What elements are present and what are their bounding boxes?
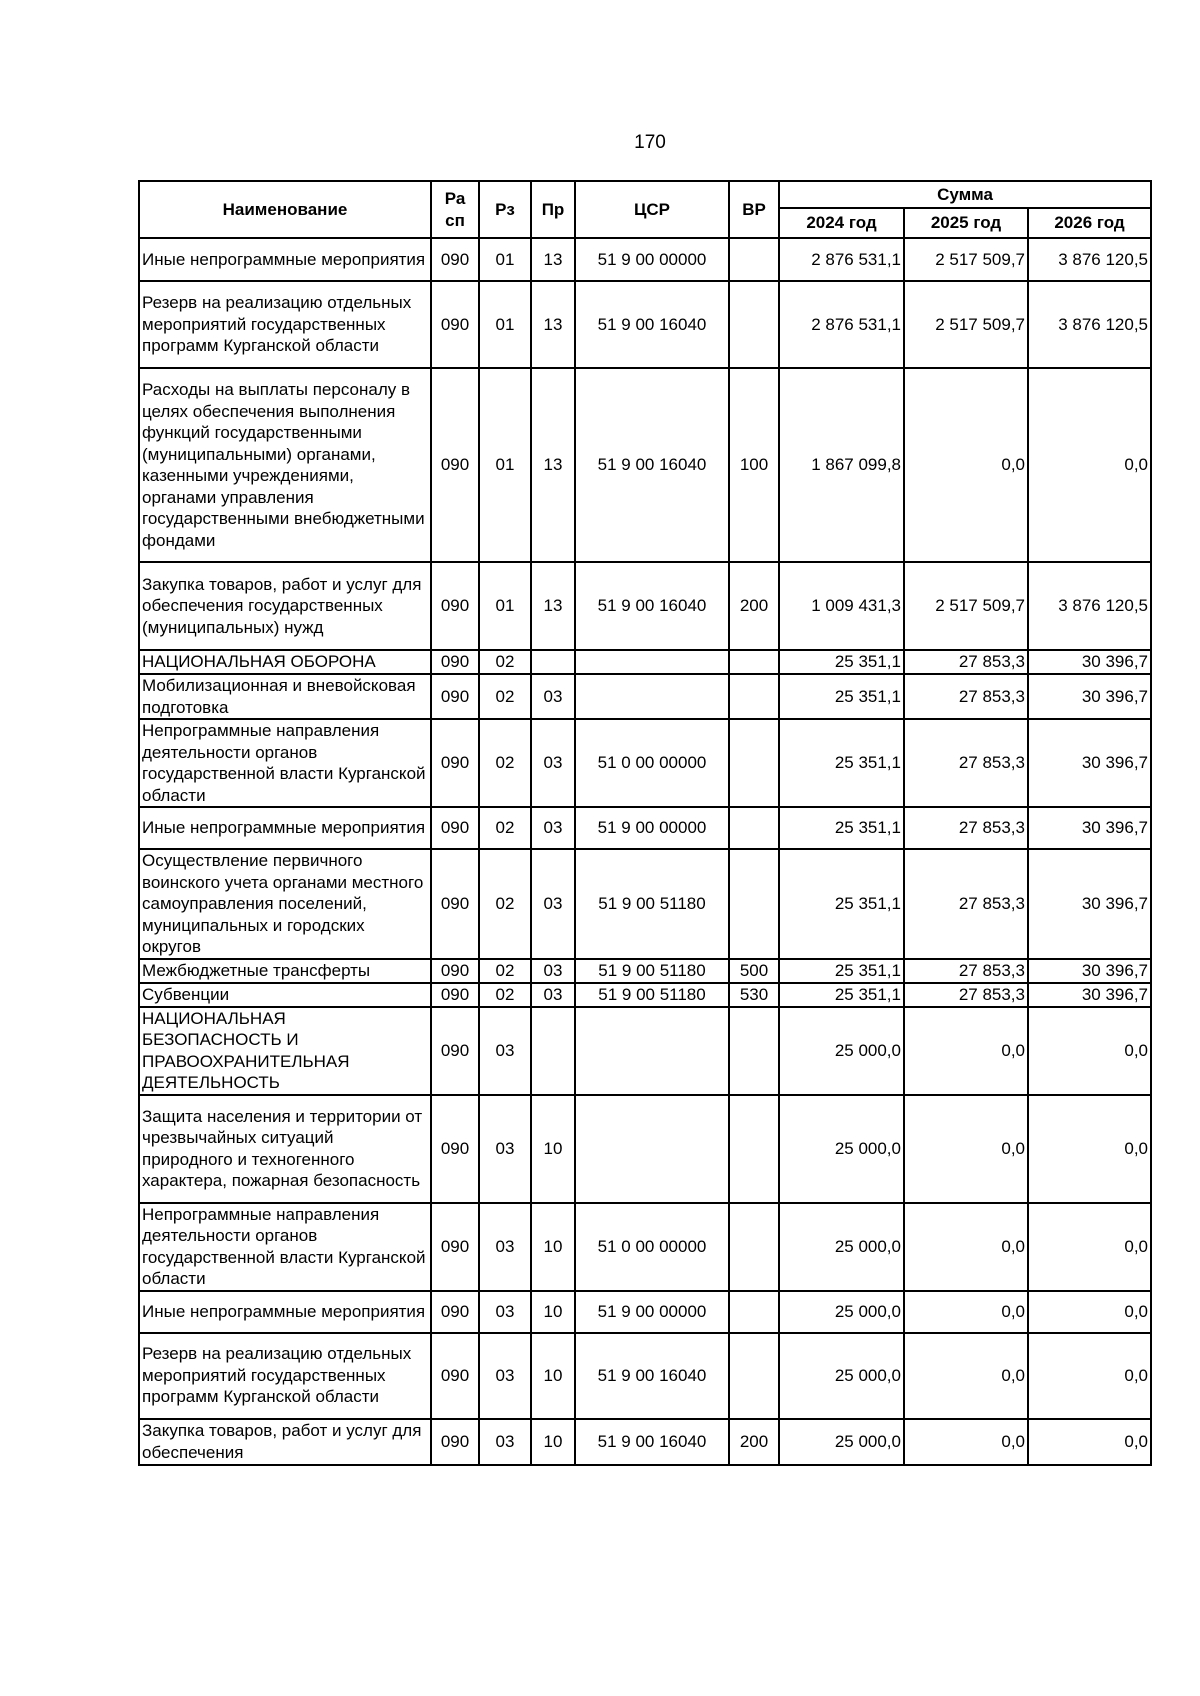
row-sum-2026: 3 876 120,5 [1028,562,1151,650]
row-sum-2024: 25 351,1 [779,849,904,959]
row-sum-2024: 1 867 099,8 [779,368,904,562]
row-csr: 51 0 00 00000 [575,1203,729,1291]
row-pr: 03 [531,674,575,719]
row-sum-2026: 30 396,7 [1028,959,1151,983]
row-pr: 13 [531,562,575,650]
row-sum-2024: 25 351,1 [779,674,904,719]
row-sum-2025: 27 853,3 [904,674,1028,719]
row-sum-2025: 0,0 [904,1333,1028,1419]
row-name: Закупка товаров, работ и услуг для обеспечения [139,1419,431,1465]
row-sum-2024: 25 351,1 [779,959,904,983]
row-csr: 51 9 00 16040 [575,1419,729,1465]
table-row [139,983,1151,1007]
table-row [139,1333,1151,1419]
row-vr [729,1333,779,1419]
row-sum-2025: 0,0 [904,1291,1028,1333]
row-sum-2025: 0,0 [904,1007,1028,1095]
table-row [139,1095,1151,1203]
row-sum-2024: 25 351,1 [779,719,904,807]
row-rz: 03 [479,1333,531,1419]
row-rasp: 090 [431,1333,479,1419]
row-vr [729,719,779,807]
row-rasp: 090 [431,281,479,368]
row-rasp: 090 [431,238,479,281]
row-rz: 01 [479,238,531,281]
row-csr: 51 9 00 16040 [575,562,729,650]
row-pr: 13 [531,238,575,281]
row-name: Защита населения и территории от чрезвычайных ситуаций природного и техногенного характера, пожарная безопасность [139,1095,431,1203]
header-year-2024: 2024 год [779,208,904,238]
row-name: Закупка товаров, работ и услуг для обеспечения государственных (муниципальных) нужд [139,562,431,650]
row-csr: 51 9 00 00000 [575,807,729,849]
row-rz: 02 [479,959,531,983]
row-sum-2026: 0,0 [1028,368,1151,562]
row-pr [531,650,575,674]
row-pr [531,1007,575,1095]
row-name: НАЦИОНАЛЬНАЯ ОБОРОНА [139,650,431,674]
row-pr: 13 [531,368,575,562]
row-name: Иные непрограммные мероприятия [139,807,431,849]
row-sum-2026: 30 396,7 [1028,983,1151,1007]
table-row [139,1419,1151,1465]
row-sum-2025: 0,0 [904,1095,1028,1203]
budget-table [138,180,1152,1466]
row-sum-2024: 25 000,0 [779,1007,904,1095]
table-row [139,1007,1151,1095]
row-vr [729,281,779,368]
row-vr [729,1291,779,1333]
row-pr: 03 [531,983,575,1007]
row-name: Субвенции [139,983,431,1007]
row-sum-2026: 30 396,7 [1028,807,1151,849]
table-row [139,1203,1151,1291]
row-sum-2025: 2 517 509,7 [904,562,1028,650]
row-sum-2025: 27 853,3 [904,650,1028,674]
table-body [139,238,1151,1465]
row-rz: 01 [479,368,531,562]
row-rasp: 090 [431,1203,479,1291]
row-sum-2026: 3 876 120,5 [1028,238,1151,281]
row-csr: 51 9 00 00000 [575,238,729,281]
row-rz: 03 [479,1291,531,1333]
row-sum-2024: 2 876 531,1 [779,281,904,368]
row-sum-2024: 25 351,1 [779,807,904,849]
row-sum-2025: 27 853,3 [904,959,1028,983]
row-name: Межбюджетные трансферты [139,959,431,983]
row-pr: 03 [531,807,575,849]
row-sum-2026: 0,0 [1028,1333,1151,1419]
header-rasp: Ра сп [431,181,479,238]
row-rz: 02 [479,719,531,807]
row-rasp: 090 [431,562,479,650]
row-csr: 51 9 00 51180 [575,849,729,959]
row-vr: 200 [729,1419,779,1465]
row-rz: 02 [479,983,531,1007]
row-sum-2024: 25 351,1 [779,983,904,1007]
row-name: Непрограммные направления деятельности органов государственной власти Курганской области [139,719,431,807]
header-csr: ЦСР [575,181,729,238]
row-vr: 200 [729,562,779,650]
row-name: Резерв на реализацию отдельных мероприятий государственных программ Курганской области [139,281,431,368]
header-summa: Сумма [779,181,1151,208]
row-sum-2026: 0,0 [1028,1095,1151,1203]
row-pr: 03 [531,849,575,959]
table-row [139,281,1151,368]
row-vr [729,674,779,719]
table-row [139,719,1151,807]
row-sum-2026: 0,0 [1028,1291,1151,1333]
row-name: Резерв на реализацию отдельных мероприятий государственных программ Курганской области [139,1333,431,1419]
row-csr: 51 9 00 16040 [575,281,729,368]
row-csr [575,1095,729,1203]
row-csr [575,650,729,674]
row-rz: 03 [479,1007,531,1095]
row-rz: 03 [479,1095,531,1203]
row-pr: 03 [531,719,575,807]
row-sum-2024: 1 009 431,3 [779,562,904,650]
row-vr: 500 [729,959,779,983]
row-rasp: 090 [431,1007,479,1095]
row-pr: 10 [531,1419,575,1465]
table-row [139,562,1151,650]
header-year-2026: 2026 год [1028,208,1151,238]
row-name: Расходы на выплаты персоналу в целях обеспечения выполнения функций государственными (муниципальными) органами, казенными учреждениями, органами управления государственными внебюджетными фондами [139,368,431,562]
row-rz: 01 [479,281,531,368]
row-sum-2025: 0,0 [904,368,1028,562]
row-vr [729,1007,779,1095]
row-vr [729,807,779,849]
row-name: Иные непрограммные мероприятия [139,1291,431,1333]
table-row [139,1291,1151,1333]
row-pr: 10 [531,1291,575,1333]
row-sum-2026: 30 396,7 [1028,650,1151,674]
row-rz: 03 [479,1419,531,1465]
row-name: Непрограммные направления деятельности органов государственной власти Курганской области [139,1203,431,1291]
page-number: 170 [634,132,666,153]
row-rz: 02 [479,807,531,849]
row-sum-2024: 25 000,0 [779,1203,904,1291]
header-year-2025: 2025 год [904,208,1028,238]
row-vr [729,1095,779,1203]
header-rz: Рз [479,181,531,238]
row-rasp: 090 [431,368,479,562]
row-vr: 530 [729,983,779,1007]
row-pr: 10 [531,1333,575,1419]
row-pr: 13 [531,281,575,368]
row-rasp: 090 [431,959,479,983]
row-csr [575,674,729,719]
row-csr: 51 9 00 51180 [575,983,729,1007]
table-row [139,959,1151,983]
row-csr: 51 9 00 16040 [575,368,729,562]
row-vr: 100 [729,368,779,562]
row-rz: 02 [479,650,531,674]
row-rasp: 090 [431,1095,479,1203]
row-vr [729,238,779,281]
row-sum-2025: 0,0 [904,1419,1028,1465]
row-sum-2024: 25 000,0 [779,1419,904,1465]
table-header [139,181,1151,238]
row-rz: 01 [479,562,531,650]
row-sum-2025: 0,0 [904,1203,1028,1291]
table-row [139,650,1151,674]
header-vr: ВР [729,181,779,238]
row-sum-2025: 27 853,3 [904,983,1028,1007]
row-sum-2024: 25 000,0 [779,1095,904,1203]
row-rasp: 090 [431,983,479,1007]
row-sum-2026: 3 876 120,5 [1028,281,1151,368]
row-name: Мобилизационная и вневойсковая подготовка [139,674,431,719]
row-sum-2026: 0,0 [1028,1419,1151,1465]
row-sum-2026: 30 396,7 [1028,719,1151,807]
row-rasp: 090 [431,849,479,959]
row-csr [575,1007,729,1095]
row-sum-2026: 30 396,7 [1028,849,1151,959]
row-sum-2025: 2 517 509,7 [904,238,1028,281]
row-vr [729,849,779,959]
row-name: Осуществление первичного воинского учета органами местного самоуправления поселений, муниципальных и городских округов [139,849,431,959]
header-pr: Пр [531,181,575,238]
row-rz: 02 [479,674,531,719]
row-vr [729,650,779,674]
table-row [139,849,1151,959]
row-sum-2024: 25 351,1 [779,650,904,674]
row-csr: 51 9 00 51180 [575,959,729,983]
row-sum-2024: 25 000,0 [779,1333,904,1419]
row-csr: 51 9 00 00000 [575,1291,729,1333]
row-name: Иные непрограммные мероприятия [139,238,431,281]
row-sum-2026: 0,0 [1028,1007,1151,1095]
row-vr [729,1203,779,1291]
row-pr: 03 [531,959,575,983]
row-sum-2025: 27 853,3 [904,849,1028,959]
row-name: НАЦИОНАЛЬНАЯ БЕЗОПАСНОСТЬ И ПРАВООХРАНИТЕЛЬНАЯ ДЕЯТЕЛЬНОСТЬ [139,1007,431,1095]
row-sum-2025: 2 517 509,7 [904,281,1028,368]
header-name: Наименование [139,181,431,238]
row-csr: 51 9 00 16040 [575,1333,729,1419]
row-rasp: 090 [431,650,479,674]
row-rz: 02 [479,849,531,959]
table-row [139,238,1151,281]
row-sum-2026: 0,0 [1028,1203,1151,1291]
row-rz: 03 [479,1203,531,1291]
row-rasp: 090 [431,719,479,807]
row-sum-2025: 27 853,3 [904,807,1028,849]
table-row [139,674,1151,719]
row-pr: 10 [531,1095,575,1203]
row-pr: 10 [531,1203,575,1291]
row-rasp: 090 [431,1419,479,1465]
table-row [139,368,1151,562]
row-sum-2026: 30 396,7 [1028,674,1151,719]
row-sum-2025: 27 853,3 [904,719,1028,807]
row-rasp: 090 [431,807,479,849]
row-rasp: 090 [431,674,479,719]
row-rasp: 090 [431,1291,479,1333]
row-sum-2024: 2 876 531,1 [779,238,904,281]
row-csr: 51 0 00 00000 [575,719,729,807]
row-sum-2024: 25 000,0 [779,1291,904,1333]
table-row [139,807,1151,849]
